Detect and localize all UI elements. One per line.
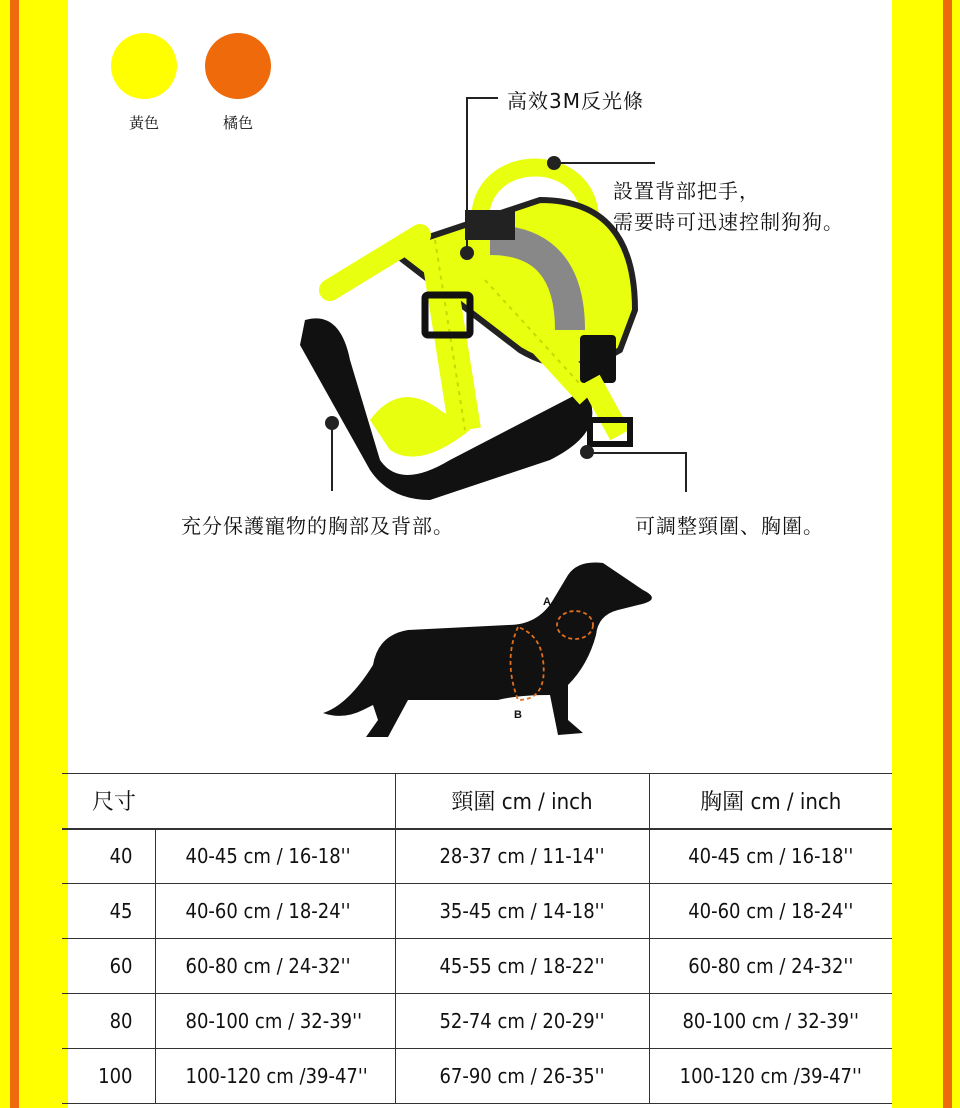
- reflective-leader-vertical: [466, 97, 468, 257]
- size-cell: 60: [62, 939, 155, 994]
- header-size: 尺寸: [62, 774, 395, 829]
- neck-cell: 45-55 cm / 18-22'': [395, 939, 649, 994]
- length-cell: 40-45 cm / 16-18'': [155, 829, 395, 884]
- size-cell: 100: [62, 1049, 155, 1104]
- reflective-leader-horizontal: [466, 97, 498, 99]
- table-row: [62, 939, 892, 994]
- chest-cell: 60-80 cm / 24-32'': [649, 939, 892, 994]
- size-cell: 40: [62, 829, 155, 884]
- protect-leader-line: [331, 423, 333, 491]
- chest-cell: 40-45 cm / 16-18'': [649, 829, 892, 884]
- reflective-leader-dot: [460, 246, 474, 260]
- orange-swatch-label: 橘色: [222, 114, 253, 132]
- length-cell: 40-60 cm / 18-24'': [155, 884, 395, 939]
- left-border-stripe: [0, 0, 68, 1108]
- reflective-callout: 高效3M反光條: [507, 89, 644, 113]
- neck-cell: 52-74 cm / 20-29'': [395, 994, 649, 1049]
- yellow-swatch[interactable]: [111, 33, 177, 99]
- label-b: B: [514, 709, 522, 721]
- chest-cell: 100-120 cm /39-47'': [649, 1049, 892, 1104]
- size-table: [62, 773, 892, 1104]
- dog-measurement-diagram: [318, 555, 668, 745]
- adjust-callout: 可調整頸圍、胸圍。: [635, 514, 824, 538]
- handle-leader-line: [555, 162, 655, 164]
- adjust-leader-line-v: [685, 452, 687, 492]
- length-cell: 60-80 cm / 24-32'': [155, 939, 395, 994]
- neck-cell: 67-90 cm / 26-35'': [395, 1049, 649, 1104]
- right-border-stripe: [892, 0, 960, 1108]
- harness-image: [240, 130, 660, 520]
- size-cell: 45: [62, 884, 155, 939]
- header-chest: 胸圍 cm / inch: [649, 774, 892, 829]
- handle-callout-line1: 設置背部把手，: [613, 179, 760, 203]
- chest-cell: 40-60 cm / 18-24'': [649, 884, 892, 939]
- label-a: A: [543, 596, 551, 608]
- protect-callout: 充分保護寵物的胸部及背部。: [181, 514, 454, 538]
- handle-callout-line2: 需要時可迅速控制狗狗。: [613, 210, 844, 234]
- table-row: [62, 1049, 892, 1104]
- length-cell: 80-100 cm / 32-39'': [155, 994, 395, 1049]
- header-neck: 頸圍 cm / inch: [395, 774, 649, 829]
- neck-cell: 28-37 cm / 11-14'': [395, 829, 649, 884]
- chest-cell: 80-100 cm / 32-39'': [649, 994, 892, 1049]
- orange-swatch[interactable]: [205, 33, 271, 99]
- table-row: [62, 829, 892, 884]
- length-cell: 100-120 cm /39-47'': [155, 1049, 395, 1104]
- neck-cell: 35-45 cm / 14-18'': [395, 884, 649, 939]
- table-row: [62, 884, 892, 939]
- adjust-leader-line-h: [588, 452, 686, 454]
- table-row: [62, 994, 892, 1049]
- size-table-header: [62, 774, 892, 829]
- size-cell: 80: [62, 994, 155, 1049]
- yellow-swatch-label: 黃色: [128, 114, 159, 132]
